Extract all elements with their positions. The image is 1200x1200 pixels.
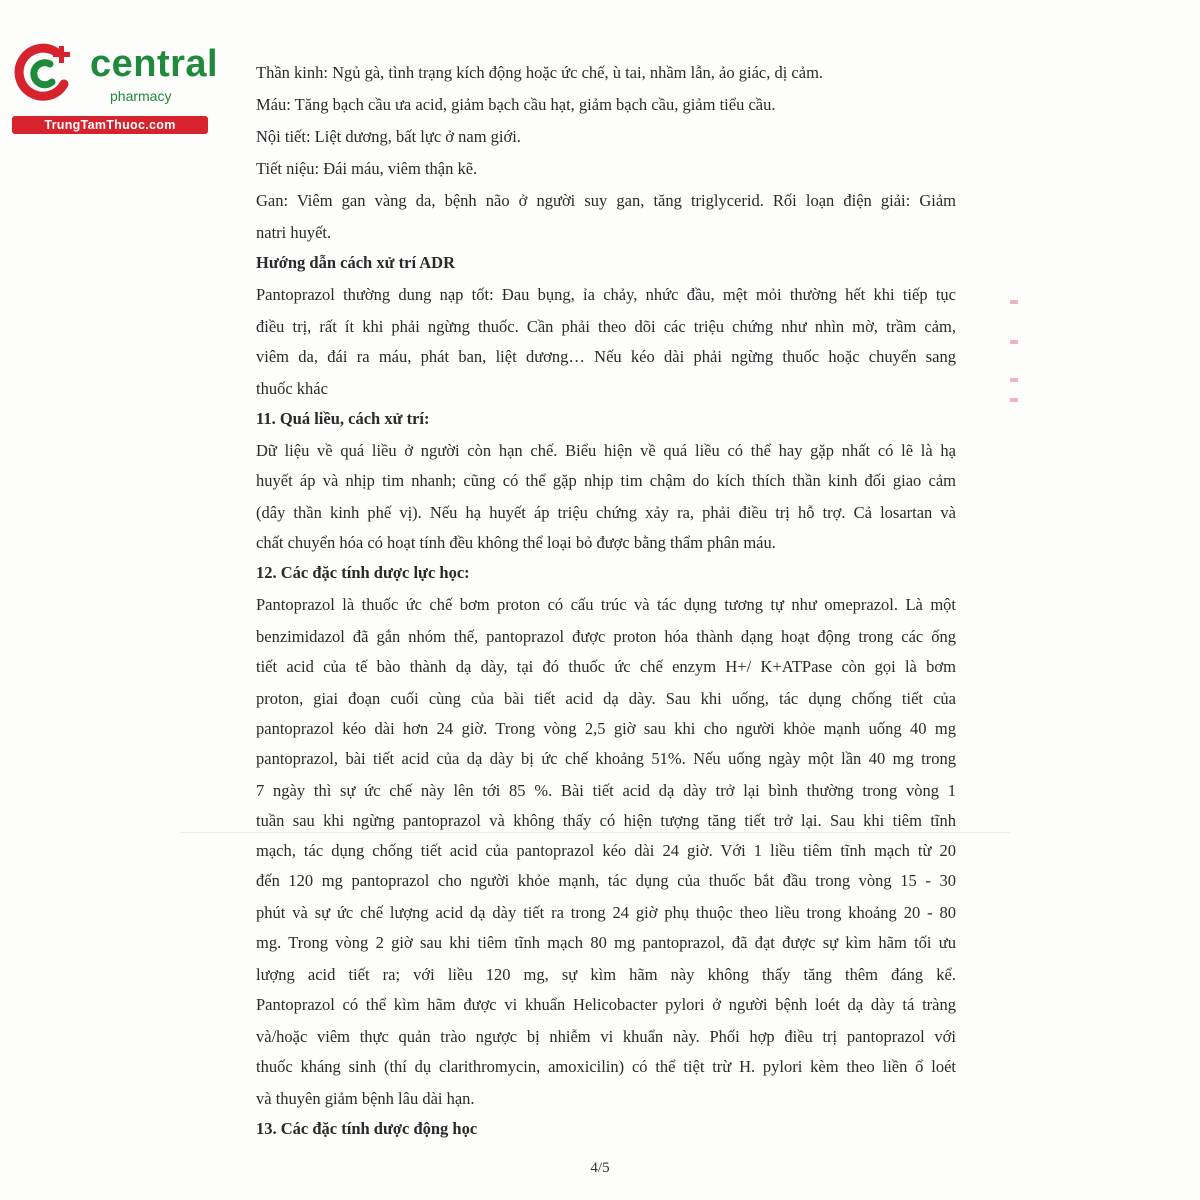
text-line: huyết áp và nhịp tim nhanh; cũng có thể gặp nhịp tim chậm do kích thích thần kinh đối giao cảm (256, 471, 956, 490)
central-pharmacy-logo (12, 36, 219, 136)
text-line: tiết acid của tế bào thành dạ dày, tại đó thuốc ức chế enzym H+/ K+ATPase còn gọi là bơm (256, 657, 956, 676)
text-line: proton, giai đoạn cuối cùng của bài tiết acid dạ dày. Sau khi uống, tác dụng chống tiết của (256, 689, 956, 708)
page-number: 4/5 (590, 1160, 610, 1176)
section-heading: 11. Quá liều, cách xử trí: (256, 409, 430, 428)
section-heading: Hướng dẫn cách xử trí ADR (256, 253, 455, 272)
website-text: TrungTamThuoc.com (44, 118, 176, 132)
text-line: Thần kinh: Ngủ gà, tình trạng kích động hoặc ức chế, ù tai, nhầm lẫn, ảo giác, dị cảm. (256, 63, 824, 82)
text-line: Dữ liệu về quá liều ở người còn hạn chế. Biểu hiện về quá liều có thể hay gặp nhất có lẽ là hạ (256, 441, 956, 460)
margin-mark (1010, 340, 1018, 344)
text-line: 7 ngày thì sự ức chế này lên tới 85 %. Bài tiết acid dạ dày trở lại bình thường trong vòng 1 (256, 781, 956, 800)
text-line: pantoprazol kéo dài hơn 24 giờ. Trong vòng 2,5 giờ sau khi cho người khỏe mạnh uống 40 mg (256, 719, 956, 738)
pharmacy-cross-logo-icon (12, 40, 76, 104)
margin-mark (1010, 378, 1018, 382)
text-line: lượng acid tiết ra; với liều 120 mg, sự kìm hãm này không thấy tăng thêm đáng kể. (256, 965, 956, 984)
text-line: và thuyên giảm bệnh lâu dài hạn. (256, 1089, 475, 1108)
text-line: mg. Trong vòng 2 giờ sau khi tiêm tĩnh mạch 80 mg pantoprazol, đã đạt được sự kìm hãm tối ưu (256, 933, 956, 952)
text-line: mạch, tác dụng chống tiết acid của pantoprazol kéo dài 24 giờ. Với 1 liều tiêm tĩnh mạch từ 20 (256, 841, 956, 860)
text-line: thuốc khác (256, 379, 328, 398)
text-line: Nội tiết: Liệt dương, bất lực ở nam giới. (256, 127, 521, 146)
text-line: thuốc kháng sinh (thí dụ clarithromycin, amoxicilin) có thể tiệt trừ H. pylori kèm theo liền ổ loét (256, 1057, 956, 1076)
text-line: benzimidazol đã gắn nhóm thế, pantoprazol được proton hóa thành dạng hoạt động trong các ống (256, 627, 956, 646)
section-heading: 13. Các đặc tính dược động học (256, 1119, 478, 1138)
text-line: Pantoprazol thường dung nạp tốt: Đau bụng, ỉa chảy, nhức đầu, mệt mỏi thường hết khi tiếp tục (256, 285, 956, 304)
text-line: pantoprazol, bài tiết acid của dạ dày bị ức chế khoảng 51%. Nếu uống ngày một lần 40 mg trong (256, 749, 956, 768)
text-line: natri huyết. (256, 223, 332, 242)
text-line: Tiết niệu: Đái máu, viêm thận kẽ. (256, 159, 478, 178)
text-line: điều trị, rất ít khi phải ngừng thuốc. Cần phải theo dõi các triệu chứng như nhìn mờ, trầm cảm, (256, 317, 956, 336)
brand-subtitle: pharmacy (110, 88, 172, 104)
section-heading: 12. Các đặc tính dược lực học: (256, 563, 470, 582)
text-line: Pantoprazol là thuốc ức chế bơm proton có cấu trúc và tác dụng tương tự như omeprazol. Là một (256, 595, 956, 614)
text-line: chất chuyển hóa có hoạt tính đều không thể loại bỏ được bằng thẩm phân máu. (256, 533, 776, 552)
text-line: viêm da, đái ra máu, phát ban, liệt dương… Nếu kéo dài phải ngừng thuốc hoặc chuyển sang (256, 347, 956, 366)
text-line: Máu: Tăng bạch cầu ưa acid, giảm bạch cầu hạt, giảm bạch cầu, giảm tiểu cầu. (256, 95, 776, 114)
scan-artifact-line (180, 832, 1010, 833)
margin-mark (1010, 300, 1018, 304)
brand-name: central (90, 43, 219, 85)
text-line: Gan: Viêm gan vàng da, bệnh não ở người suy gan, tăng triglycerid. Rối loạn điện giải: Giảm (256, 191, 956, 210)
text-line: (dây thần kinh phế vị). Nếu hạ huyết áp triệu chứng xảy ra, phải điều trị hỗ trợ. Cả losartan và (256, 503, 956, 522)
margin-mark (1010, 398, 1018, 402)
text-line: tuần sau khi ngừng pantoprazol và không thấy có hiện tượng tăng tiết trở lại. Sau khi tiêm tĩnh (256, 811, 956, 830)
text-line: Pantoprazol có thể kìm hãm được vi khuẩn Helicobacter pylori ở người bệnh loét dạ dày tá tràng (256, 995, 956, 1014)
text-line: đến 120 mg pantoprazol cho người khỏe mạnh, tác dụng của thuốc bắt đầu trong vòng 15 - 30 (256, 871, 956, 890)
text-line: và/hoặc viêm thực quản trào ngược bị nhiễm vi khuẩn này. Phối hợp điều trị pantoprazol với (256, 1027, 956, 1046)
text-line: phút và sự ức chế lượng acid dạ dày tiết ra trong 24 giờ phụ thuộc theo liều trong khoảng 20 - 80 (256, 903, 956, 922)
